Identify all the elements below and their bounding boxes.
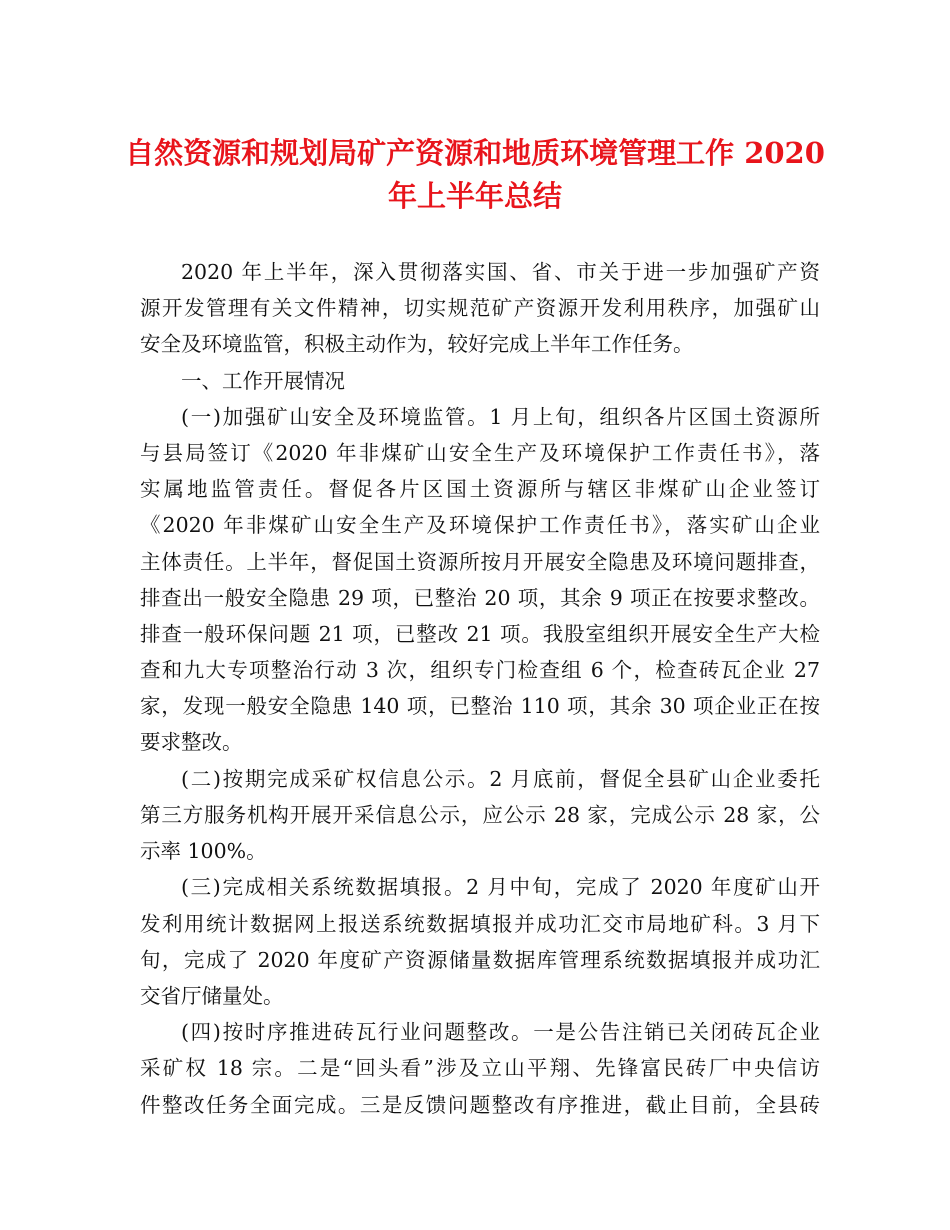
text-line: 源开发管理有关文件精神，切实规范矿产资源开发利用秩序，加强矿山 [140,296,820,321]
text-line: 采矿权 18 宗。二是“回头看”涉及立山平翔、先锋富民砖厂中央信访 [140,1056,820,1081]
text-line: 安全及环境监管，积极主动作为，较好完成上半年工作任务。 [140,332,694,357]
text-line: 2020 年上半年，深入贯彻落实国、省、市关于进一步加强矿产资 [181,260,820,284]
paragraph-item-1 [140,399,820,761]
text-line: 实属地监管责任。督促各片区国土资源所与辖区非煤矿山企业签订 [140,477,820,502]
document-title-line-1: 自然资源和规划局矿产资源和地质环境管理工作 2020 [125,136,825,170]
text-line: 家，发现一般安全隐患 140 项，已整治 110 项，其余 30 项企业正在按 [140,694,820,719]
text-line: 第三方服务机构开展开采信息公示，应公示 28 家，完成公示 28 家，公 [140,802,820,827]
paragraph-item-3 [140,869,820,1014]
text-line: (三)完成相关系统数据填报。2 月中旬，完成了 2020 年度矿山开 [181,875,820,900]
text-line: (四)按时序推进砖瓦行业问题整改。一是公告注销已关闭砖瓦企业 [181,1020,820,1045]
section-heading [140,363,820,399]
text-line: 发利用统计数据网上报送系统数据填报并成功汇交市局地矿科。3 月下 [140,911,820,936]
text-line: 要求整改。 [140,730,243,755]
text-line: 与县局签订《2020 年非煤矿山安全生产及环境保护工作责任书》，落 [140,440,820,465]
text-line: 旬，完成了 2020 年度矿产资源储量数据库管理系统数据填报并成功汇 [140,947,820,972]
paragraph-intro [140,254,820,363]
text-line: 示率 100%。 [140,839,267,864]
document-title-line-2: 年上半年总结 [387,179,562,213]
text-line: 件整改任务全面完成。三是反馈问题整改有序推进，截止目前，全县砖 [140,1092,820,1117]
text-line: 排查出一般安全隐患 29 项，已整治 20 项，其余 9 项正在按要求整改。 [140,585,820,610]
text-line: 主体责任。上半年，督促国土资源所按月开展安全隐患及环境问题排查， [140,549,820,574]
text-line: 《2020 年非煤矿山安全生产及环境保护工作责任书》，落实矿山企业 [140,513,820,538]
text-line: (二)按期完成采矿权信息公示。2 月底前，督促全县矿山企业委托 [181,766,820,791]
paragraph-item-2 [140,761,820,870]
text-line: 一、工作开展情况 [181,368,345,393]
paragraph-item-4 [140,1014,820,1123]
text-line: 排查一般环保问题 21 项，已整改 21 项。我股室组织开展安全生产大检 [140,621,820,646]
text-line: 查和九大专项整治行动 3 次，组织专门检查组 6 个，检查砖瓦企业 27 [140,658,820,683]
text-line: (一)加强矿山安全及环境监管。1 月上旬，组织各片区国土资源所 [181,404,820,429]
text-line: 交省厅储量处。 [140,983,284,1008]
